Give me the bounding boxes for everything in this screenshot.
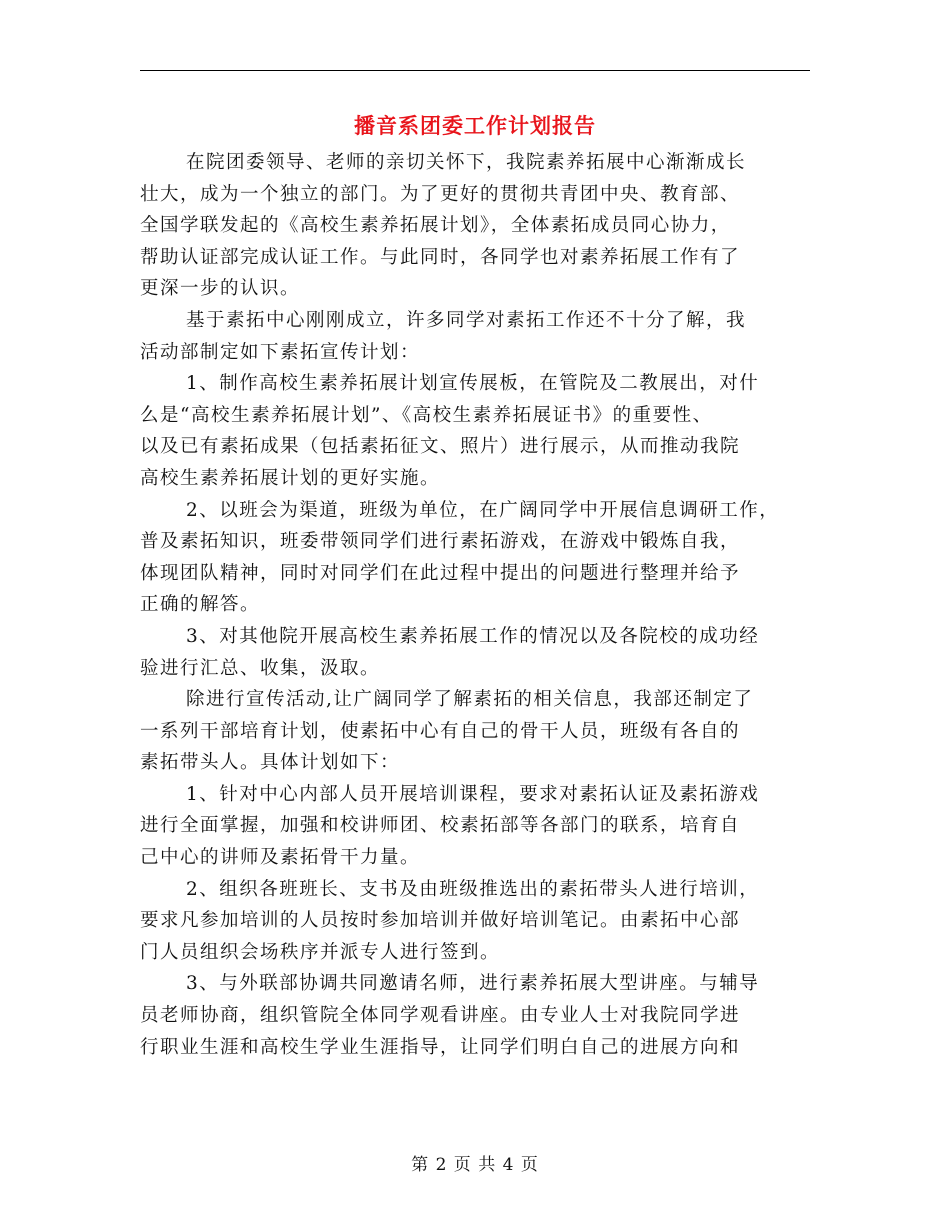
body-line: 验进行汇总、收集，汲取。: [140, 657, 381, 679]
document-body: [140, 147, 820, 1063]
body-line: 进行全面掌握，加强和校讲师团、校素拓部等各部门的联系，培育自: [140, 815, 741, 837]
body-line: 除进行宣传活动,让广阔同学了解素拓的相关信息，我部还制定了: [186, 689, 754, 711]
body-line: 素拓带头人。具体计划如下：: [140, 752, 401, 774]
document-title: 播音系团委工作计划报告: [354, 113, 596, 138]
body-line: 行职业生涯和高校生学业生涯指导，让同学们明白自己的进展方向和: [140, 1036, 741, 1058]
body-line: 壮大，成为一个独立的部门。为了更好的贯彻共青团中央、教育部、: [140, 183, 741, 205]
body-line: 以及已有素拓成果（包括素拓征文、照片）进行展示，从而推动我院: [140, 436, 741, 458]
body-line: 更深一步的认识。: [140, 278, 301, 300]
body-line: 活动部制定如下素拓宣传计划：: [140, 341, 421, 363]
page-number-footer: 第 2 页 共 4 页: [411, 1155, 539, 1175]
body-line: 1、制作高校生素养拓展计划宣传展板，在管院及二教展出，对什: [186, 373, 760, 395]
body-line: 门人员组织会场秩序并派专人进行签到。: [140, 941, 501, 963]
body-line: 高校生素养拓展计划的更好实施。: [140, 467, 441, 489]
body-line: 基于素拓中心刚刚成立，许多同学对素拓工作还不十分了解，我: [186, 309, 747, 331]
body-line: 在院团委领导、老师的亲切关怀下，我院素养拓展中心渐渐成长: [186, 152, 747, 173]
body-line: 3、对其他院开展高校生素养拓展工作的情况以及各院校的成功经: [186, 625, 760, 647]
body-line: 己中心的讲师及素拓骨干力量。: [140, 847, 421, 869]
body-line: 么是“高校生素养拓展计划”、《高校生素养拓展证书》的重要性、: [140, 404, 713, 426]
body-line: 2、以班会为渠道，班级为单位，在广阔同学中开展信息调研工作，: [186, 499, 780, 521]
body-line: 体现团队精神，同时对同学们在此过程中提出的问题进行整理并给予: [140, 562, 741, 584]
body-line: 3、与外联部协调共同邀请名师，进行素养拓展大型讲座。与辅导: [186, 973, 760, 995]
header-rule: [140, 70, 810, 71]
body-line: 帮助认证部完成认证工作。与此同时，各同学也对素养拓展工作有了: [140, 246, 741, 268]
body-line: 全国学联发起的《高校生素养拓展计划》，全体素拓成员同心协力，: [140, 215, 731, 237]
body-line: 一系列干部培育计划，使素拓中心有自己的骨干人员，班级有各自的: [140, 720, 741, 742]
body-line: 2、组织各班班长、支书及由班级推选出的素拓带头人进行培训，: [186, 878, 760, 900]
body-line: 正确的解答。: [140, 594, 261, 616]
body-line: 员老师协商，组织管院全体同学观看讲座。由专业人士对我院同学进: [140, 1005, 741, 1027]
body-line: 要求凡参加培训的人员按时参加培训并做好培训笔记。由素拓中心部: [140, 910, 741, 932]
body-line: 1、针对中心内部人员开展培训课程，要求对素拓认证及素拓游戏: [186, 783, 760, 805]
body-line: 普及素拓知识，班委带领同学们进行素拓游戏，在游戏中锻炼自我，: [140, 531, 741, 553]
